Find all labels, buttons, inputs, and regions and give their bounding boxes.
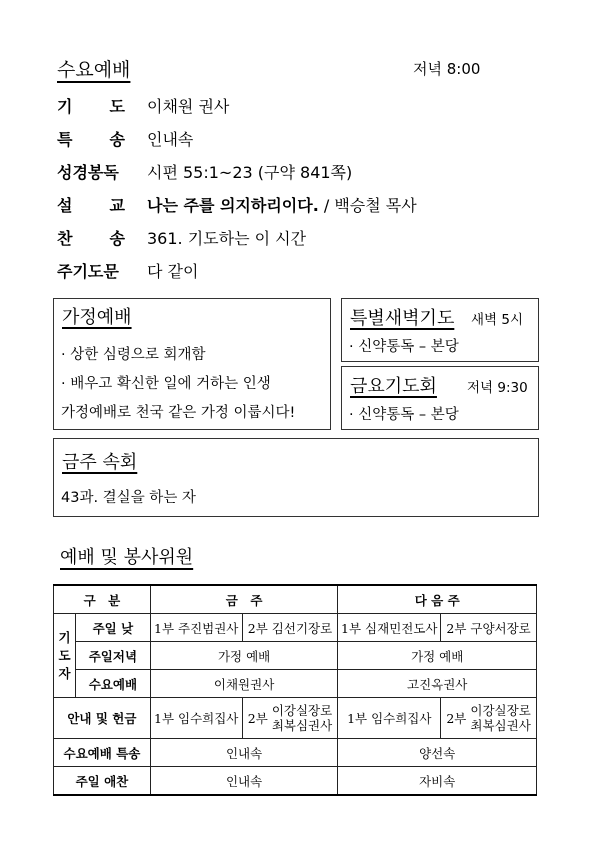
wednesday-service-time: 저녁 8:00 [413, 60, 481, 78]
usher-name: 이강실장로 [470, 703, 531, 718]
order-row-lords-prayer [57, 259, 198, 282]
cell: 1부 주진범권사 [150, 614, 242, 642]
header-this-week: 금 주 [150, 585, 338, 614]
cell: 1부 임수희집사 [338, 698, 441, 739]
dawn-prayer-time: 새벽 5시 [471, 312, 524, 328]
usher-name: 최복심권사 [271, 718, 333, 733]
usher-name: 이강실장로 [271, 703, 333, 718]
cell [441, 698, 537, 739]
cell: 2부 김선기장로 [242, 614, 338, 642]
wednesday-service-title: 수요예배 [57, 59, 131, 81]
label-part: 송 [109, 130, 125, 149]
cell: 1부 심재민전도사 [338, 614, 441, 642]
label-part: 송 [109, 229, 125, 248]
sermon-info [147, 193, 417, 216]
friday-prayer-line: · 신약통독 – 본당 [349, 407, 459, 423]
usher-part: 2부 [247, 710, 268, 726]
cell: 인내속 [150, 767, 338, 796]
order-row-hymn [57, 226, 306, 249]
family-worship-line: · 상한 심령으로 회개함 [61, 347, 206, 363]
label-part: 특 [57, 130, 73, 149]
cell: 고진옥권사 [338, 670, 537, 698]
cell: 인내속 [150, 739, 338, 767]
small-group-title: 금주 속회 [62, 452, 138, 473]
servants-title: 예배 및 봉사위원 [60, 547, 194, 568]
sermon-title: 나는 주를 의지하리이다. [147, 196, 319, 215]
dawn-prayer-line: · 신약통독 – 본당 [349, 339, 459, 355]
label-part: 주기도문 [57, 262, 119, 281]
table-row [54, 767, 537, 796]
cell: 가정 예배 [338, 642, 537, 670]
small-group-lesson: 43과. 결실을 하는 자 [61, 490, 196, 506]
label-part: 기 [57, 97, 73, 116]
family-worship-line: · 배우고 확신한 일에 거하는 인생 [61, 376, 271, 392]
row-label: 주일 낮 [75, 614, 150, 642]
family-worship-line: 가정예배로 천국 같은 가정 이룹시다! [61, 405, 296, 421]
row-label: 주일 애찬 [54, 767, 151, 796]
label-part: 성경봉독 [57, 163, 119, 182]
label-part: 설 [57, 196, 73, 215]
label-part: 교 [109, 196, 125, 215]
header-next-week: 다 음 주 [338, 585, 537, 614]
table-row [54, 739, 537, 767]
family-worship-box [53, 298, 331, 430]
order-row-special-song [57, 127, 193, 150]
friday-prayer-box [341, 366, 539, 430]
cell: 가정 예배 [150, 642, 338, 670]
lords-prayer: 다 같이 [147, 262, 199, 281]
order-row-sermon [57, 193, 417, 216]
table-header-row [54, 585, 537, 614]
prayer-group-label: 기도자 [54, 614, 76, 698]
row-label: 수요예배 특송 [54, 739, 151, 767]
small-group-box [53, 438, 539, 517]
usher-part: 2부 [446, 710, 467, 726]
cell: 2부 구양서장로 [441, 614, 537, 642]
label-part: 찬 [57, 229, 73, 248]
dawn-prayer-title: 특별새벽기도 [350, 308, 455, 329]
family-worship-title: 가정예배 [62, 307, 132, 328]
scripture-reading: 시편 55:1~23 (구약 841쪽) [147, 163, 353, 182]
cell: 자비속 [338, 767, 537, 796]
cell: 1부 임수희집사 [150, 698, 242, 739]
cell [242, 698, 338, 739]
row-label: 수요예배 [75, 670, 150, 698]
friday-prayer-title: 금요기도회 [350, 376, 437, 397]
usher-name: 최복심권사 [470, 718, 531, 733]
friday-prayer-time: 저녁 9:30 [467, 380, 528, 396]
cell: 양선속 [338, 739, 537, 767]
row-label: 주일저녁 [75, 642, 150, 670]
cell: 이채원권사 [150, 670, 338, 698]
table-row [54, 614, 537, 642]
special-song-group: 인내속 [147, 130, 194, 149]
table-row [54, 698, 537, 739]
table-row [54, 670, 537, 698]
label-part: 도 [109, 97, 125, 116]
order-row-scripture [57, 160, 352, 183]
row-label: 안내 및 헌금 [54, 698, 151, 739]
prayer-leader: 이채원 권사 [147, 97, 230, 116]
header-category: 구 분 [54, 585, 151, 614]
servants-table [53, 584, 537, 796]
table-row [54, 642, 537, 670]
dawn-prayer-box [341, 298, 539, 362]
hymn: 361. 기도하는 이 시간 [147, 229, 307, 248]
order-row-prayer [57, 94, 229, 117]
sermon-preacher: / 백승철 목사 [318, 196, 417, 215]
